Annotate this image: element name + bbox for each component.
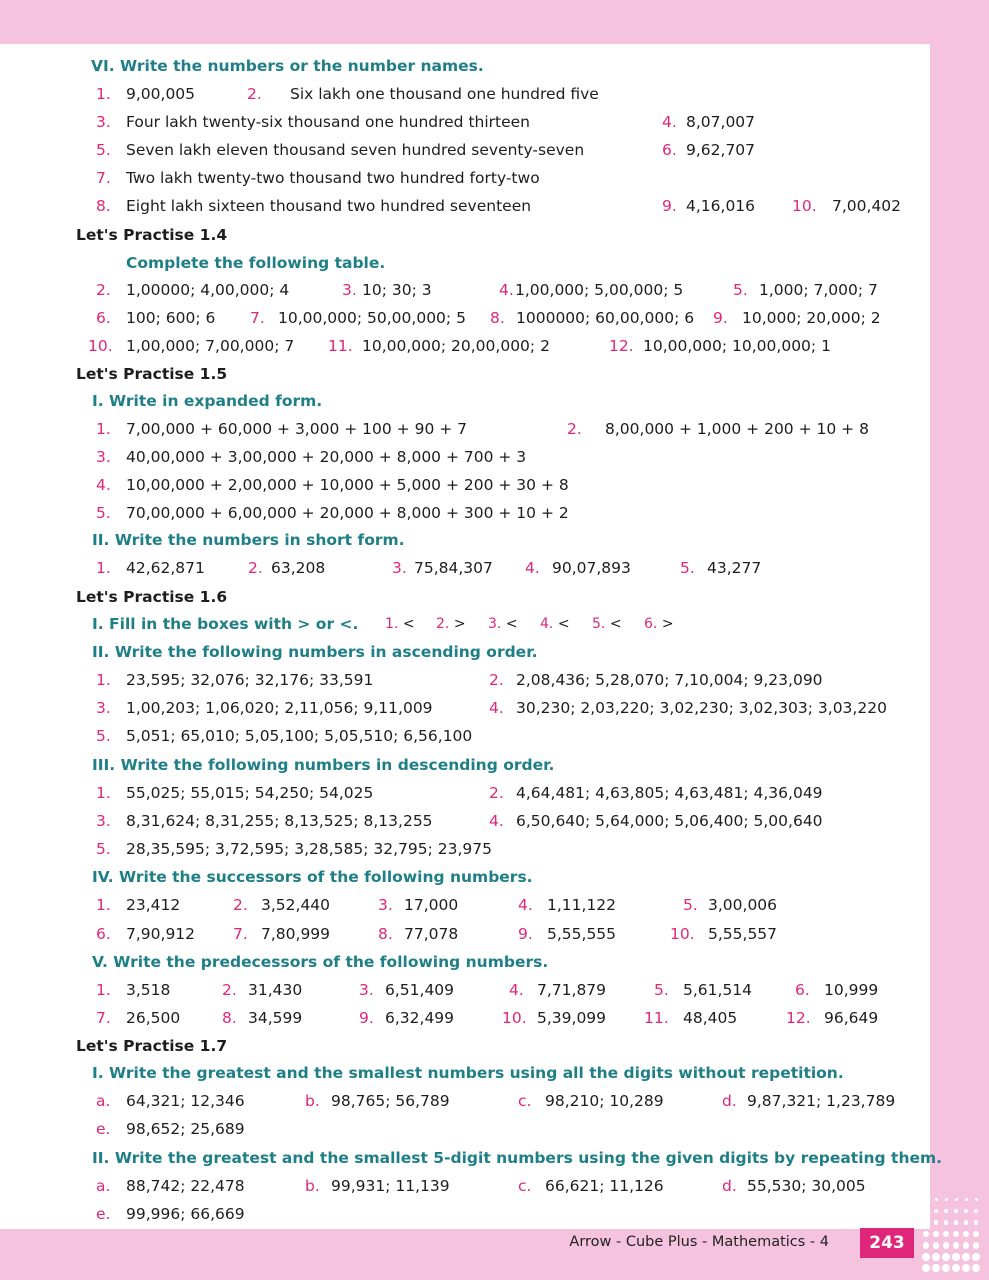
decorative-dot xyxy=(962,1264,970,1272)
item-text: 43,277 xyxy=(707,559,762,577)
decorative-dot xyxy=(943,1231,949,1237)
item-text: 40,00,000 + 3,00,000 + 20,000 + 8,000 + 700 + 3 xyxy=(126,448,527,466)
item-text: Seven lakh eleven thousand seven hundred seventy-seven xyxy=(126,141,585,159)
item-num: 5. xyxy=(96,141,111,159)
item-num: 5. xyxy=(96,840,111,858)
heading-without-repetition: I. Write the greatest and the smallest numbers using all the digits without repetition. xyxy=(92,1064,844,1082)
item-text: 98,765; 56,789 xyxy=(331,1092,450,1110)
item-text: 9,00,005 xyxy=(126,85,196,103)
item-text: Eight lakh sixteen thousand two hundred seventeen xyxy=(126,197,532,215)
decorative-dot xyxy=(972,1264,980,1272)
item-num: c. xyxy=(518,1092,532,1110)
item-num: 3. xyxy=(96,812,111,830)
item-text: 6,32,499 xyxy=(385,1009,455,1027)
heading-vi: VI. Write the numbers or the number names. xyxy=(91,57,484,75)
decorative-dot xyxy=(974,1209,978,1213)
item-num: 4. xyxy=(96,476,111,494)
item-num: 2. xyxy=(96,281,111,299)
decorative-dot xyxy=(942,1253,950,1261)
item-num: 1. xyxy=(96,671,111,689)
decorative-dot xyxy=(933,1231,939,1237)
decorative-dot xyxy=(964,1220,969,1225)
heading-fill-boxes: I. Fill in the boxes with > or <. xyxy=(92,615,359,633)
item-text: 5,61,514 xyxy=(683,981,753,999)
item-text: 7,71,879 xyxy=(537,981,607,999)
item-num: 3. xyxy=(96,113,111,131)
decorative-dot xyxy=(952,1253,960,1261)
item-text: 3,00,006 xyxy=(708,896,778,914)
item-text: 5,051; 65,010; 5,05,100; 5,05,510; 6,56,100 xyxy=(126,727,473,745)
footer-book-title: Arrow - Cube Plus - Mathematics - 4 xyxy=(569,1234,829,1250)
item-num: 9. xyxy=(662,197,677,215)
item-text: 7,90,912 xyxy=(126,925,196,943)
decorative-dot xyxy=(954,1209,958,1213)
heading-predecessors: V. Write the predecessors of the following numbers. xyxy=(92,953,549,971)
item-num: 9. xyxy=(713,309,728,327)
item-num: 6. xyxy=(96,309,111,327)
heading-descending: III. Write the following numbers in descending order. xyxy=(92,756,555,774)
item-text: 7,00,000 + 60,000 + 3,000 + 100 + 90 + 7 xyxy=(126,420,468,438)
item-num: b. xyxy=(305,1092,320,1110)
item-text: 64,321; 12,346 xyxy=(126,1092,245,1110)
item-num: 2. xyxy=(248,559,263,577)
practise-title: Let's Practise 1.7 xyxy=(76,1037,228,1055)
item-text: 30,230; 2,03,220; 3,02,230; 3,02,303; 3,03,220 xyxy=(516,699,887,717)
decorative-dot xyxy=(953,1242,960,1249)
item-text: 10,999 xyxy=(824,981,879,999)
item-text: Six lakh one thousand one hundred five xyxy=(290,85,599,103)
heading-ascending: II. Write the following numbers in ascending order. xyxy=(92,643,538,661)
decorative-dot xyxy=(932,1264,940,1272)
item-text: 3,52,440 xyxy=(261,896,331,914)
item-num: 5. xyxy=(96,727,111,745)
decorative-dot xyxy=(945,1198,948,1201)
item-num: 4. xyxy=(662,113,677,131)
item-text: 8,31,624; 8,31,255; 8,13,525; 8,13,255 xyxy=(126,812,433,830)
item-text: 88,742; 22,478 xyxy=(126,1177,245,1195)
item-num: e. xyxy=(96,1120,111,1138)
heading-repeating: II. Write the greatest and the smallest 5-digit numbers using the given digits by repeating them. xyxy=(92,1149,943,1167)
item-num: 11. xyxy=(644,1009,669,1027)
fill-answer: 3. < xyxy=(488,616,518,632)
fill-answer: 1. < xyxy=(385,616,415,632)
item-text: 26,500 xyxy=(126,1009,181,1027)
decorative-dot xyxy=(973,1242,980,1249)
decorative-dot xyxy=(963,1231,969,1237)
fill-answer: 2. > xyxy=(436,616,466,632)
item-text: 77,078 xyxy=(404,925,459,943)
item-text: 4,16,016 xyxy=(686,197,756,215)
item-num: 2. xyxy=(567,420,582,438)
item-num: 8. xyxy=(490,309,505,327)
item-text: 3,518 xyxy=(126,981,171,999)
item-text: 5,55,555 xyxy=(547,925,617,943)
item-num: 12. xyxy=(786,1009,811,1027)
item-num: 6. xyxy=(96,925,111,943)
item-num: 1. xyxy=(96,784,111,802)
decorative-dot xyxy=(963,1242,970,1249)
item-text: 42,62,871 xyxy=(126,559,205,577)
item-num: 4. xyxy=(509,981,524,999)
item-num: 2. xyxy=(489,784,504,802)
decorative-dot xyxy=(932,1253,940,1261)
item-num: 1. xyxy=(96,559,111,577)
item-num: 2. xyxy=(222,981,237,999)
item-num: 11. xyxy=(328,337,353,355)
item-num: 4. xyxy=(499,281,514,299)
item-num: 10. xyxy=(792,197,817,215)
item-num: 4. xyxy=(489,812,504,830)
heading-complete-table: Complete the following table. xyxy=(126,254,386,272)
item-num: d. xyxy=(722,1177,737,1195)
item-text: 4,64,481; 4,63,805; 4,63,481; 4,36,049 xyxy=(516,784,823,802)
item-num: 1. xyxy=(96,85,111,103)
decorative-dot xyxy=(962,1253,970,1261)
item-text: 63,208 xyxy=(271,559,326,577)
item-num: 7. xyxy=(96,169,111,187)
item-num: 8. xyxy=(222,1009,237,1027)
item-text: 34,599 xyxy=(248,1009,303,1027)
item-num: e. xyxy=(96,1205,111,1223)
item-num: 5. xyxy=(96,504,111,522)
item-num: 9. xyxy=(518,925,533,943)
item-text: Four lakh twenty-six thousand one hundred thirteen xyxy=(126,113,531,131)
item-num: 1. xyxy=(96,981,111,999)
item-text: 100; 600; 6 xyxy=(126,309,216,327)
decorative-dot xyxy=(965,1198,968,1201)
item-text: 31,430 xyxy=(248,981,303,999)
item-text: 66,621; 11,126 xyxy=(545,1177,664,1195)
item-num: 8. xyxy=(378,925,393,943)
item-text: 5,39,099 xyxy=(537,1009,607,1027)
item-text: 10,00,000 + 2,00,000 + 10,000 + 5,000 + 200 + 30 + 8 xyxy=(126,476,569,494)
item-text: 6,51,409 xyxy=(385,981,455,999)
decorative-dot xyxy=(955,1198,958,1201)
item-text: 28,35,595; 3,72,595; 3,28,585; 32,795; 23,975 xyxy=(126,840,492,858)
item-num: 6. xyxy=(662,141,677,159)
item-text: 9,62,707 xyxy=(686,141,756,159)
item-num: 2. xyxy=(489,671,504,689)
item-text: 75,84,307 xyxy=(414,559,493,577)
item-num: 3. xyxy=(359,981,374,999)
item-text: 55,025; 55,015; 54,250; 54,025 xyxy=(126,784,374,802)
decorative-dot xyxy=(924,1209,928,1213)
fill-answer: 6. > xyxy=(644,616,674,632)
page-number: 243 xyxy=(860,1228,914,1258)
item-num: 10. xyxy=(88,337,113,355)
item-num: a. xyxy=(96,1177,111,1195)
item-text: 1,00,000; 7,00,000; 7 xyxy=(126,337,295,355)
decorative-dot xyxy=(953,1231,959,1237)
item-num: 5. xyxy=(654,981,669,999)
decorative-dot xyxy=(933,1242,940,1249)
item-num: 3. xyxy=(392,559,407,577)
item-num: 4. xyxy=(489,699,504,717)
item-text: 7,00,402 xyxy=(832,197,902,215)
item-text: 9,87,321; 1,23,789 xyxy=(747,1092,896,1110)
item-text: 5,55,557 xyxy=(708,925,778,943)
item-num: 3. xyxy=(342,281,357,299)
item-num: 7. xyxy=(96,1009,111,1027)
decorative-dot xyxy=(944,1209,948,1213)
heading-successors: IV. Write the successors of the following numbers. xyxy=(92,868,533,886)
practise-title: Let's Practise 1.5 xyxy=(76,365,228,383)
decorative-dot xyxy=(935,1198,938,1201)
item-text: 48,405 xyxy=(683,1009,738,1027)
item-text: 7,80,999 xyxy=(261,925,331,943)
item-num: 3. xyxy=(96,448,111,466)
item-text: 99,931; 11,139 xyxy=(331,1177,450,1195)
item-text: 10,00,000; 10,00,000; 1 xyxy=(643,337,831,355)
item-num: 2. xyxy=(247,85,262,103)
practise-title: Let's Practise 1.4 xyxy=(76,226,228,244)
item-text: 55,530; 30,005 xyxy=(747,1177,866,1195)
item-num: c. xyxy=(518,1177,532,1195)
item-num: 5. xyxy=(733,281,748,299)
item-text: 8,00,000 + 1,000 + 200 + 10 + 8 xyxy=(605,420,869,438)
decorative-dot xyxy=(924,1220,929,1225)
item-text: 90,07,893 xyxy=(552,559,631,577)
item-text: 1000000; 60,00,000; 6 xyxy=(516,309,695,327)
item-num: 8. xyxy=(96,197,111,215)
item-text: 10,00,000; 20,00,000; 2 xyxy=(362,337,550,355)
item-num: 1. xyxy=(96,420,111,438)
decorative-dot xyxy=(923,1242,930,1249)
item-text: 98,210; 10,289 xyxy=(545,1092,664,1110)
item-num: 1. xyxy=(96,896,111,914)
item-num: 4. xyxy=(525,559,540,577)
item-num: a. xyxy=(96,1092,111,1110)
item-text: 23,595; 32,076; 32,176; 33,591 xyxy=(126,671,374,689)
decorative-dot xyxy=(974,1220,979,1225)
item-num: 3. xyxy=(378,896,393,914)
decorative-dot xyxy=(934,1220,939,1225)
item-text: 23,412 xyxy=(126,896,181,914)
item-text: Two lakh twenty-two thousand two hundred forty-two xyxy=(126,169,540,187)
item-text: 10,00,000; 50,00,000; 5 xyxy=(278,309,466,327)
item-num: 7. xyxy=(250,309,265,327)
decorative-dot xyxy=(925,1198,928,1201)
decorative-dot xyxy=(942,1264,950,1272)
item-num: d. xyxy=(722,1092,737,1110)
decorative-dot xyxy=(972,1253,980,1261)
fill-answer: 5. < xyxy=(592,616,622,632)
item-text: 1,11,122 xyxy=(547,896,617,914)
heading-short-form: II. Write the numbers in short form. xyxy=(92,531,405,549)
item-text: 17,000 xyxy=(404,896,459,914)
item-num: 5. xyxy=(680,559,695,577)
item-num: 12. xyxy=(609,337,634,355)
decorative-dot xyxy=(934,1209,938,1213)
decorative-dot xyxy=(922,1264,930,1272)
item-num: 10. xyxy=(502,1009,527,1027)
decorative-dot xyxy=(922,1253,930,1261)
item-num: 2. xyxy=(233,896,248,914)
item-text: 1,00,203; 1,06,020; 2,11,056; 9,11,009 xyxy=(126,699,433,717)
item-text: 10; 30; 3 xyxy=(362,281,432,299)
decorative-dot xyxy=(952,1264,960,1272)
item-text: 6,50,640; 5,64,000; 5,06,400; 5,00,640 xyxy=(516,812,823,830)
item-num: 3. xyxy=(96,699,111,717)
item-text: 96,649 xyxy=(824,1009,879,1027)
item-num: 6. xyxy=(795,981,810,999)
decorative-dot xyxy=(975,1198,978,1201)
decorative-dot xyxy=(944,1220,949,1225)
item-text: 10,000; 20,000; 2 xyxy=(742,309,881,327)
item-text: 99,996; 66,669 xyxy=(126,1205,245,1223)
fill-answer: 4. < xyxy=(540,616,570,632)
practise-title: Let's Practise 1.6 xyxy=(76,588,228,606)
item-text: 98,652; 25,689 xyxy=(126,1120,245,1138)
heading-expanded-form: I. Write in expanded form. xyxy=(92,392,323,410)
item-text: 2,08,436; 5,28,070; 7,10,004; 9,23,090 xyxy=(516,671,823,689)
item-num: b. xyxy=(305,1177,320,1195)
item-num: 4. xyxy=(518,896,533,914)
item-text: 1,00000; 4,00,000; 4 xyxy=(126,281,290,299)
decorative-dot xyxy=(973,1231,979,1237)
decorative-dot xyxy=(943,1242,950,1249)
decorative-dot xyxy=(954,1220,959,1225)
item-text: 8,07,007 xyxy=(686,113,756,131)
item-num: 7. xyxy=(233,925,248,943)
decorative-dot xyxy=(964,1209,968,1213)
decorative-dot xyxy=(923,1231,929,1237)
item-num: 10. xyxy=(670,925,695,943)
item-text: 70,00,000 + 6,00,000 + 20,000 + 8,000 + 300 + 10 + 2 xyxy=(126,504,569,522)
item-text: 1,000; 7,000; 7 xyxy=(759,281,878,299)
item-num: 9. xyxy=(359,1009,374,1027)
item-num: 5. xyxy=(683,896,698,914)
item-text: 1,00,000; 5,00,000; 5 xyxy=(515,281,684,299)
